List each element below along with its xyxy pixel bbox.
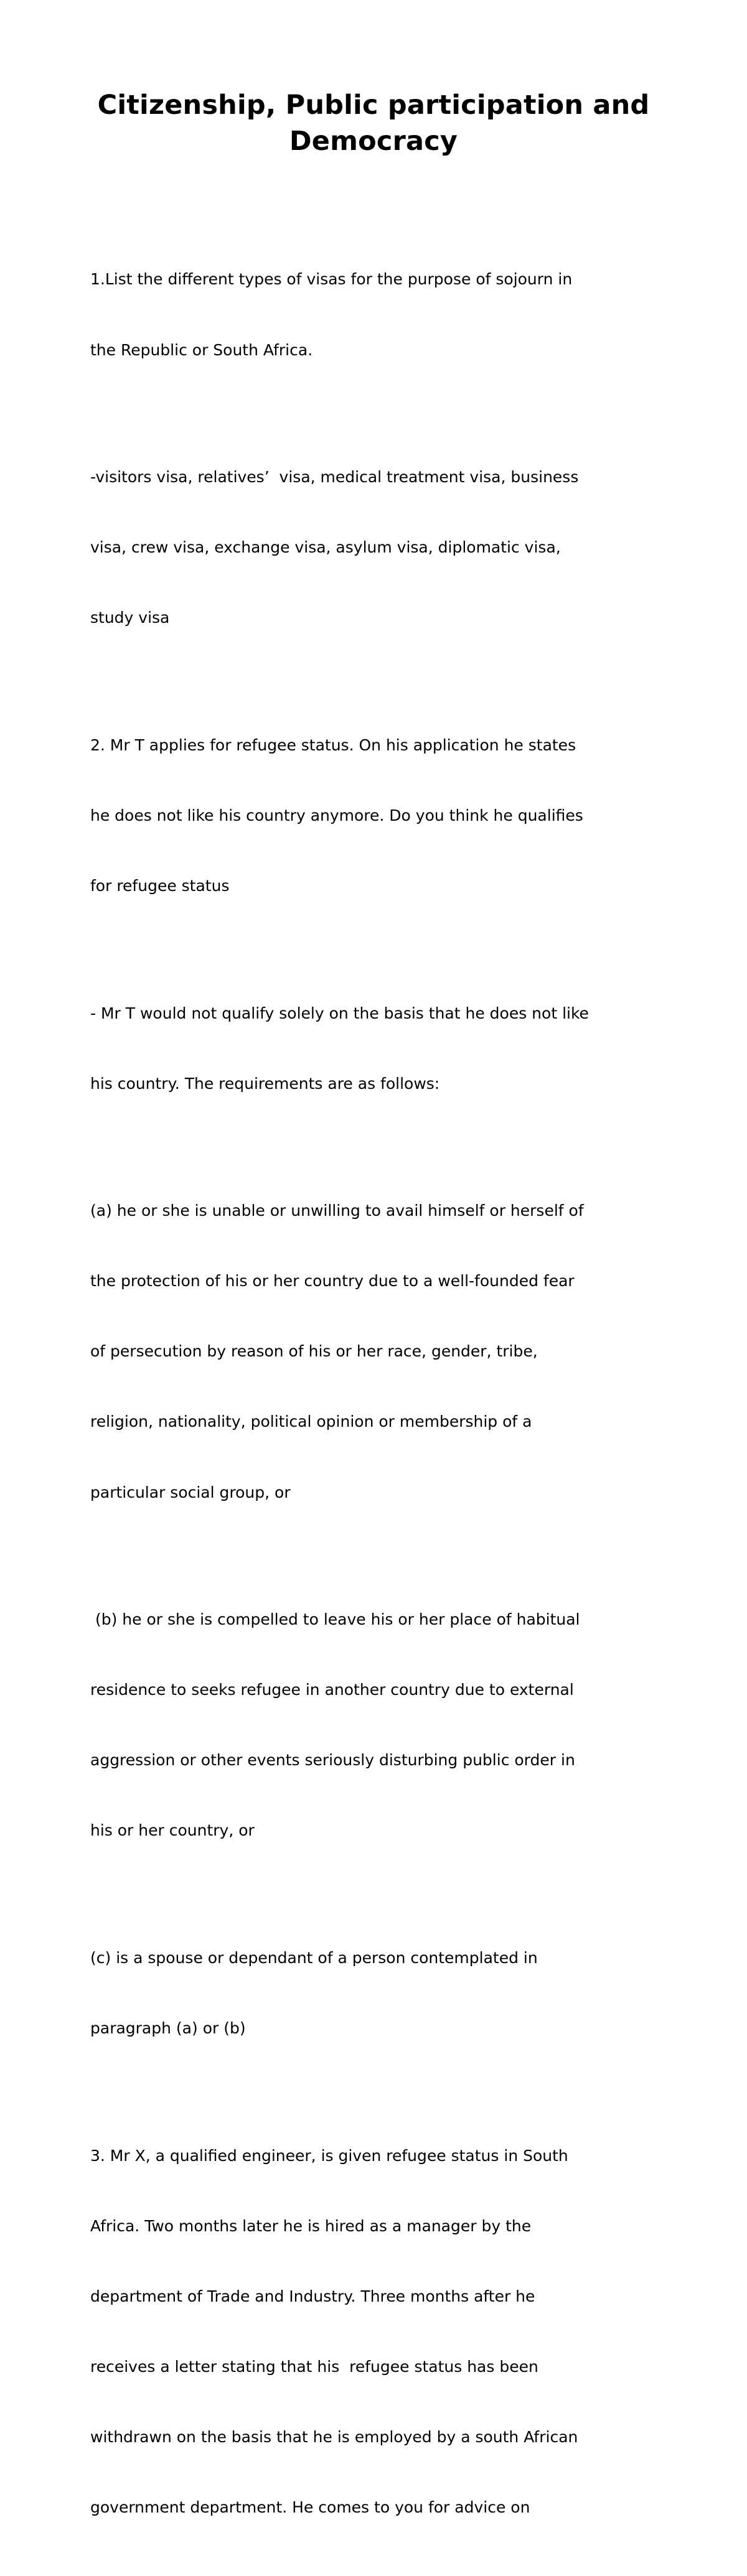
text-line: receives a letter stating that his refugee status has been	[90, 2357, 538, 2376]
question-3	[90, 2097, 669, 2566]
text-line: Africa. Two months later he is hired as a manager by the	[90, 2216, 532, 2235]
document-body	[90, 221, 669, 2576]
text-line: - Mr T would not qualify solely on the basis that he does not like	[90, 1004, 589, 1022]
text-line: the protection of his or her country due to a well-founded fear	[90, 1272, 575, 1290]
text-line: (a) he or she is unable or unwilling to avail himself or herself of	[90, 1202, 584, 1220]
text-line: -visitors visa, relatives’ visa, medical treatment visa, business	[90, 468, 579, 487]
text-line: aggression or other events seriously disturbing public order in	[90, 1751, 575, 1770]
text-line: 3. Mr X, a qualified engineer, is given refugee status in South	[90, 2146, 568, 2165]
question-1	[90, 221, 669, 409]
answer-2-intro	[90, 954, 669, 1142]
requirement-b	[90, 1561, 669, 1890]
text-line: residence to seeks refugee in another country due to external	[90, 1681, 574, 1699]
text-line: his country. The requirements are as follows:	[90, 1074, 440, 1093]
text-line: for refugee status	[90, 876, 230, 895]
text-line: religion, nationality, political opinion or membership of a	[90, 1412, 532, 1431]
title-line: Citizenship, Public participation and	[97, 90, 650, 121]
requirement-a	[90, 1152, 669, 1551]
text-line: he does not like his country anymore. Do you think he qualifies	[90, 806, 583, 824]
text-line: 2. Mr T applies for refugee status. On his application he states	[90, 735, 576, 754]
text-line: particular social group, or	[90, 1483, 291, 1501]
text-line: his or her country, or	[90, 1821, 255, 1840]
answer-1	[90, 419, 669, 677]
text-line: visa, crew visa, exchange visa, asylum visa, diplomatic visa,	[90, 538, 561, 557]
text-line: paragraph (a) or (b)	[90, 2019, 246, 2038]
text-line: (c) is a spouse or dependant of a person contemplated in	[90, 1948, 538, 1967]
text-line: the Republic or South Africa.	[90, 340, 313, 359]
text-line: 1.List the different types of visas for the purpose of sojourn in	[90, 270, 573, 289]
document-title	[62, 87, 685, 159]
question-2	[90, 686, 669, 945]
requirement-c	[90, 1900, 669, 2088]
text-line: department of Trade and Industry. Three months after he	[90, 2287, 535, 2305]
text-line: study visa	[90, 609, 170, 627]
text-line: government department. He comes to you for advice on	[90, 2498, 530, 2517]
text-line: of persecution by reason of his or her race, gender, tribe,	[90, 1342, 538, 1361]
text-line: (b) he or she is compelled to leave his or her place of habitual	[90, 1610, 580, 1629]
title-line: Democracy	[289, 126, 458, 157]
text-line: withdrawn on the basis that he is employed by a south African	[90, 2427, 578, 2446]
